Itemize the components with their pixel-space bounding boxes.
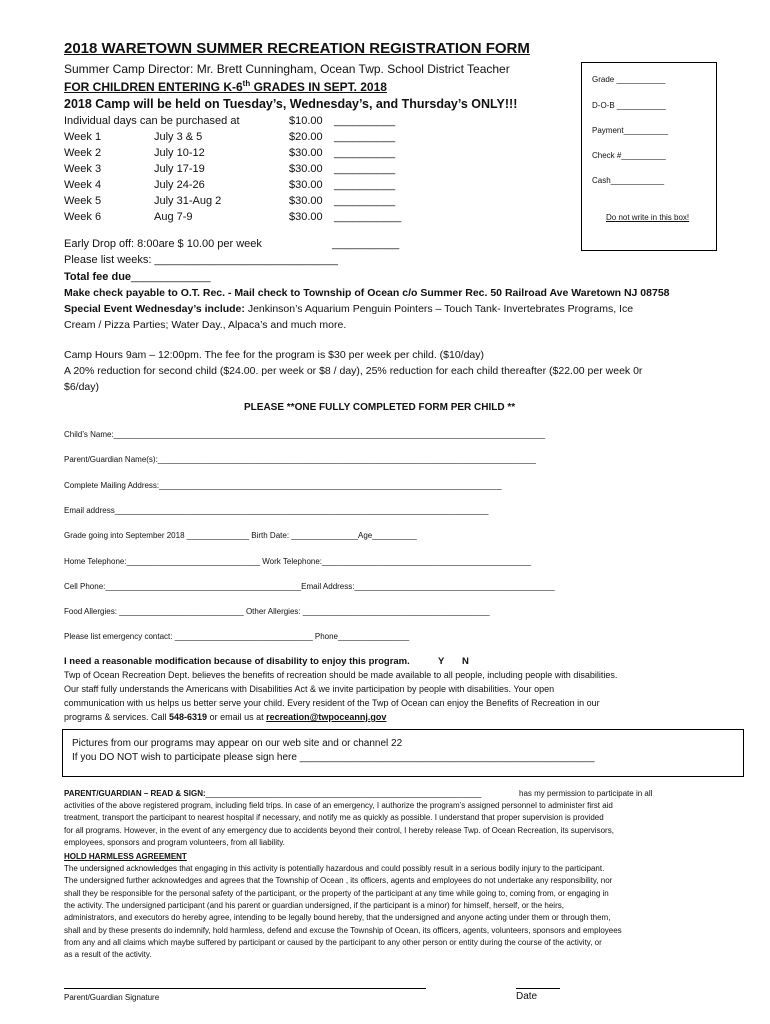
hold-harmless-line: The undersigned further acknowledges and agrees that the Township of Ocean , its officers, agents and employees do not undertake any responsibility, nor [64, 876, 613, 886]
consent-label: PARENT/GUARDIAN – READ & SIGN: [64, 789, 206, 798]
hold-harmless-line: shall and by these presents do indemnify, hold harmless, defend and excuse the Township of Ocean, its officers, agents, volunteers, sponsors and employees [64, 925, 622, 935]
home-phone-label: Home Telephone: [64, 557, 127, 566]
consent-line: treatment, transport the participant to nearest hospital if necessary, and notify me as quickly as possible. I understand that proper supervision is provided [64, 813, 604, 823]
photo-release-text: Pictures from our programs may appear on our web site and or channel 22 [72, 738, 403, 749]
photo-release-box [62, 729, 744, 777]
disability-question: I need a reasonable modification because of disability to enjoy this program. [64, 656, 410, 667]
parent-signature-label: Parent/Guardian Signature [64, 993, 160, 1002]
individual-days-label: Individual days can be purchased at [64, 115, 240, 127]
week-dates: July 17-19 [154, 163, 205, 175]
email-address-label: Email Address: [301, 582, 355, 591]
total-fee-label: Total fee due [64, 271, 132, 283]
office-cash: Cash____________ [592, 176, 665, 185]
rec-phone: 548-6319 [169, 712, 208, 722]
consent-line: activities of the above registered program, including field trips. In case of an emergency, I authorize the program’s assigned personnel to administer first aid [64, 801, 613, 810]
grades-heading-post: GRADES IN SEPT. 2018 [250, 80, 387, 94]
cell-phone-label: Cell Phone: [64, 582, 106, 591]
week-label: Week 6 [64, 211, 102, 223]
email-field[interactable]: Email address____________________________________________________________________________________ [64, 506, 489, 515]
photo-release-sign[interactable]: If you DO NOT wish to participate please sign here _____________________________________________________ [72, 752, 595, 763]
week-label: Week 2 [64, 147, 102, 159]
grades-heading [64, 79, 387, 94]
hold-harmless-line: from any and all claims which maybe suffered by participant or caused by the participant to any other person or entity during the course of the activity, or [64, 937, 602, 947]
week-price: $30.00 [289, 147, 323, 159]
disability-text-2: Our staff fully understands the Americans with Disabilities Act & we invite participation by people with disabilities. Your open [64, 684, 555, 694]
telephone-row [64, 557, 531, 566]
special-events [64, 303, 633, 315]
disability-text-4-mid: or email us at [207, 712, 267, 722]
office-note: Do not write in this box! [606, 213, 690, 222]
special-events-label: Special Event Wednesday’s include: [64, 303, 245, 315]
week-label: Week 1 [64, 131, 102, 143]
early-dropoff-label: Early Drop off: 8:00are $ 10.00 per week [64, 238, 262, 250]
hold-harmless-line: The undersigned acknowledges that engaging in this activity is potentially hazardous and could possibly result in a serious bodily injury to the participant. [64, 864, 605, 873]
week-blank[interactable]: __________ [334, 179, 396, 191]
individual-days-price: $10.00 [289, 115, 323, 127]
disability-no[interactable]: N [462, 656, 469, 667]
week-price: $30.00 [289, 179, 323, 191]
disability-yes[interactable]: Y [438, 656, 445, 667]
office-payment: Payment__________ [592, 126, 669, 135]
disability-text-4-pre: programs & services. Call [64, 712, 170, 722]
special-events-line2: Cream / Pizza Parties; Water Day., Alpaca’s and much more. [64, 319, 347, 331]
week-dates: July 24-26 [154, 179, 205, 191]
hold-harmless-line: as a result of the activity. [64, 950, 152, 960]
hold-harmless-title: HOLD HARMLESS AGREEMENT [64, 852, 187, 861]
list-weeks-field[interactable]: Please list weeks: ______________________________ [64, 254, 339, 266]
work-phone-field[interactable]: _______________________________________________ [322, 557, 532, 566]
camp-director: Summer Camp Director: Mr. Brett Cunningham, Ocean Twp. School District Teacher [64, 62, 510, 76]
week-blank[interactable]: __________ [334, 131, 396, 143]
consent-line: employees, sponsors and program volunteers, from all liability. [64, 837, 285, 847]
rec-email-link[interactable]: recreation@twpoceannj.gov [266, 712, 387, 722]
parent-name-field[interactable]: Parent/Guardian Name(s):_____________________________________________________________________________________ [64, 455, 536, 464]
grades-heading-pre: FOR CHILDREN ENTERING K-6 [64, 80, 243, 94]
week-price: $30.00 [289, 163, 323, 175]
allergies-field[interactable]: Food Allergies: ____________________________ Other Allergies: __________________________________________ [64, 607, 490, 616]
individual-days-blank[interactable]: __________ [334, 115, 396, 127]
week-price: $30.00 [289, 211, 323, 223]
early-dropoff-blank[interactable]: ___________ [332, 238, 400, 250]
week-price: $30.00 [289, 195, 323, 207]
week-blank[interactable]: ___________ [334, 211, 402, 223]
week-label: Week 3 [64, 163, 102, 175]
office-dob: D-O-B ___________ [592, 101, 666, 110]
total-fee [64, 271, 211, 283]
week-blank[interactable]: __________ [334, 163, 396, 175]
consent-line: for all programs. However, in the event of any emergency due to accidents beyond their control, I hereby release Twp. of Ocean Recreation, its supervisors, [64, 825, 614, 835]
cell-email-row [64, 582, 555, 591]
week-dates: Aug 7-9 [154, 211, 193, 223]
consent-first-line [64, 789, 482, 798]
office-use-box [581, 62, 717, 251]
email-address-field[interactable]: _____________________________________________ [354, 582, 555, 591]
office-grade: Grade ___________ [592, 75, 666, 84]
payable-note: Make check payable to O.T. Rec. - Mail check to Township of Ocean c/o Summer Rec. 50 Railroad Ave Waretown NJ 08758 [64, 287, 670, 299]
child-name-field[interactable]: Child’s Name:_________________________________________________________________________________________________ [64, 430, 546, 439]
disability-text-4 [64, 712, 386, 722]
reduction-line1: A 20% reduction for second child ($24.00. per week or $8 / day), 25% reduction for each child thereafter ($22.00 per week 0r [64, 365, 643, 377]
week-dates: July 3 & 5 [154, 131, 203, 143]
week-dates: July 10-12 [154, 147, 205, 159]
week-blank[interactable]: __________ [334, 147, 396, 159]
disability-text-1: Twp of Ocean Recreation Dept. believes the benefits of recreation should be made available to all people, including people with disabilities. [64, 670, 618, 680]
date-line[interactable] [516, 988, 560, 989]
consent-name-field[interactable]: ______________________________________________________________ [205, 789, 482, 798]
form-title: 2018 WARETOWN SUMMER RECREATION REGISTRATION FORM [64, 40, 530, 57]
camp-days: 2018 Camp will be held on Tuesday’s, Wednesday’s, and Thursday’s ONLY!!! [64, 97, 518, 111]
home-phone-field[interactable]: ______________________________ [126, 557, 261, 566]
parent-signature-line[interactable] [64, 988, 426, 989]
grades-heading-sup: th [242, 79, 251, 88]
work-phone-label: Work Telephone: [260, 557, 323, 566]
grade-birth-age-field[interactable]: Grade going into September 2018 ______________ Birth Date: _______________Age__________ [64, 531, 417, 540]
week-price: $20.00 [289, 131, 323, 143]
consent-permission: has my permission to participate in all [519, 789, 653, 798]
special-events-line1: Jenkinson’s Aquarium Penguin Pointers – Touch Tank- Invertebrates Programs, Ice [244, 303, 634, 315]
week-blank[interactable]: __________ [334, 195, 396, 207]
hold-harmless-line: shall they be responsible for the personal safety of the participant, or the property of the participant at any time while going to, coming from, or engaging in [64, 888, 609, 898]
mailing-address-field[interactable]: Complete Mailing Address:_____________________________________________________________________________ [64, 481, 502, 490]
week-dates: July 31-Aug 2 [154, 195, 222, 207]
hold-harmless-line: administrators, and executors do hereby agree, intending to be legally bound hereby, that the undersigned and anyone acting under them or through them, [64, 913, 611, 923]
week-label: Week 5 [64, 195, 102, 207]
hold-harmless-line: the activity. The undersigned participant (and his parent or guardian undersigned, if the participant is a minor) for himself, herself, or the heirs, [64, 900, 564, 910]
total-fee-blank[interactable]: _____________ [131, 271, 211, 283]
disability-text-3: communication with us helps us better serve your child. Every resident of the Twp of Ocean can enjoy the Benefits of Recreation in our [64, 698, 600, 708]
emergency-contact-field[interactable]: Please list emergency contact: _______________________________ Phone________________ [64, 632, 410, 641]
week-label: Week 4 [64, 179, 102, 191]
cell-phone-field[interactable]: ____________________________________________ [105, 582, 302, 591]
one-form-per-child: PLEASE **ONE FULLY COMPLETED FORM PER CHILD ** [244, 402, 516, 413]
reduction-line2: $6/day) [64, 381, 100, 393]
date-label: Date [516, 991, 538, 1002]
camp-hours: Camp Hours 9am – 12:00pm. The fee for the program is $30 per week per child. ($10/day) [64, 349, 485, 361]
office-check: Check #__________ [592, 151, 666, 160]
